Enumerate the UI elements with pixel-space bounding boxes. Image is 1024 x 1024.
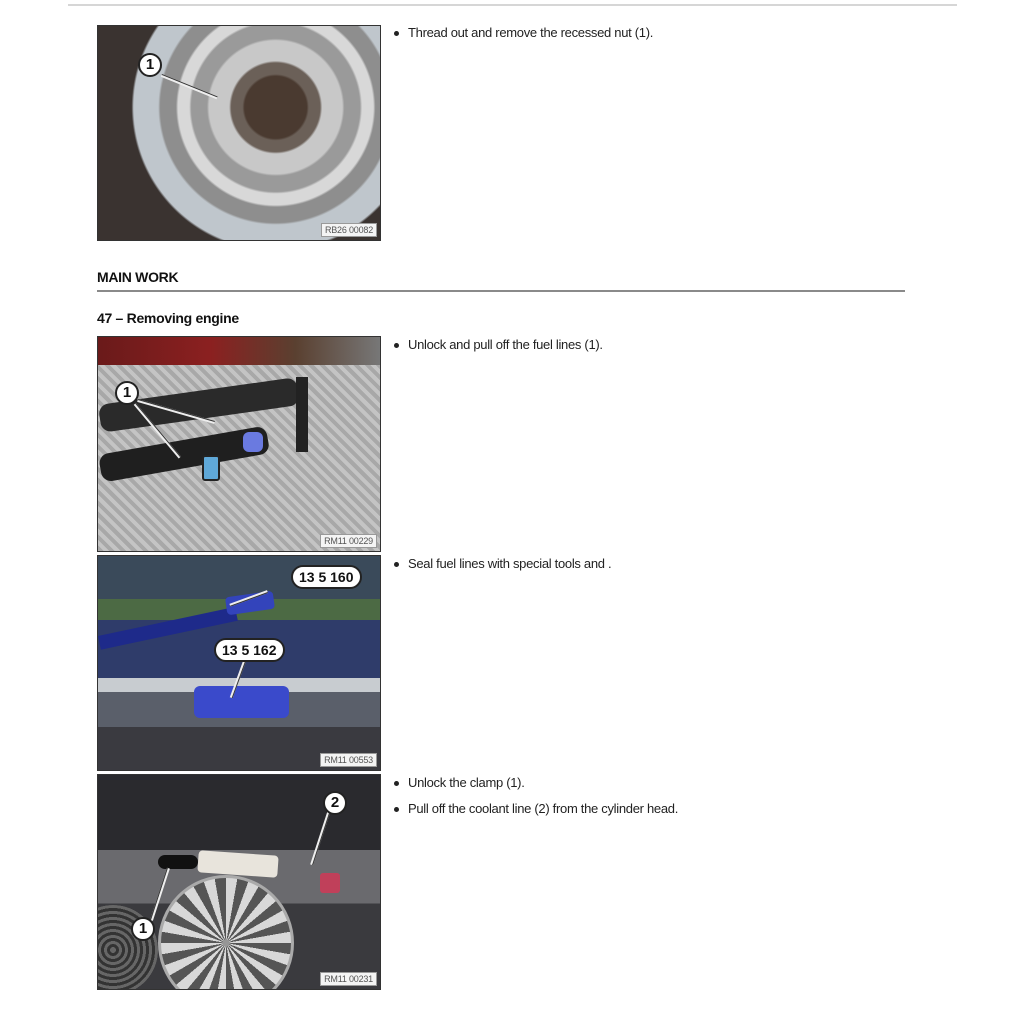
- photo-detail: [98, 337, 380, 365]
- callout-marker-1: 1: [131, 917, 155, 941]
- callout-marker-1: 1: [115, 381, 139, 405]
- photo-detail: [158, 875, 294, 990]
- figure-code: RM11 00231: [320, 972, 377, 986]
- page-top-divider: [68, 4, 957, 6]
- callout-tool-13-5-160: 13 5 160: [291, 565, 362, 589]
- callout-marker-1: 1: [138, 53, 162, 77]
- photo-detail: [296, 377, 308, 452]
- section-divider: [97, 290, 905, 292]
- callout-leader-line: [310, 812, 330, 865]
- callout-tool-13-5-162: 13 5 162: [214, 638, 285, 662]
- step-title: 47 – Removing engine: [97, 310, 239, 326]
- instruction-list-4: [393, 775, 678, 827]
- figure-code: RM11 00553: [320, 753, 377, 767]
- section-title: MAIN WORK: [97, 269, 179, 285]
- callout-leader-line: [161, 74, 218, 99]
- instruction-item: Unlock and pull off the fuel lines (1).: [393, 337, 603, 363]
- photo-detail: [194, 686, 289, 718]
- photo-detail: [197, 850, 278, 878]
- instruction-list-1: [393, 25, 653, 51]
- figure-fuel-lines: [97, 336, 381, 552]
- instruction-item: Thread out and remove the recessed nut (1).: [393, 25, 653, 51]
- photo-detail: [320, 873, 340, 893]
- callout-marker-2: 2: [323, 791, 347, 815]
- instruction-list-3: [393, 556, 611, 582]
- figure-special-tools: [97, 555, 381, 771]
- figure-recessed-nut: [97, 25, 381, 241]
- instruction-item: Unlock the clamp (1).: [393, 775, 678, 801]
- figure-coolant-line: [97, 774, 381, 990]
- instruction-list-2: [393, 337, 603, 363]
- instruction-item: Seal fuel lines with special tools and .: [393, 556, 611, 582]
- figure-code: RM11 00229: [320, 534, 377, 548]
- instruction-item: Pull off the coolant line (2) from the cylinder head.: [393, 801, 678, 827]
- photo-detail: [243, 432, 263, 452]
- figure-code: RB26 00082: [321, 223, 377, 237]
- photo-detail: [158, 855, 198, 869]
- photo-detail: [202, 455, 220, 481]
